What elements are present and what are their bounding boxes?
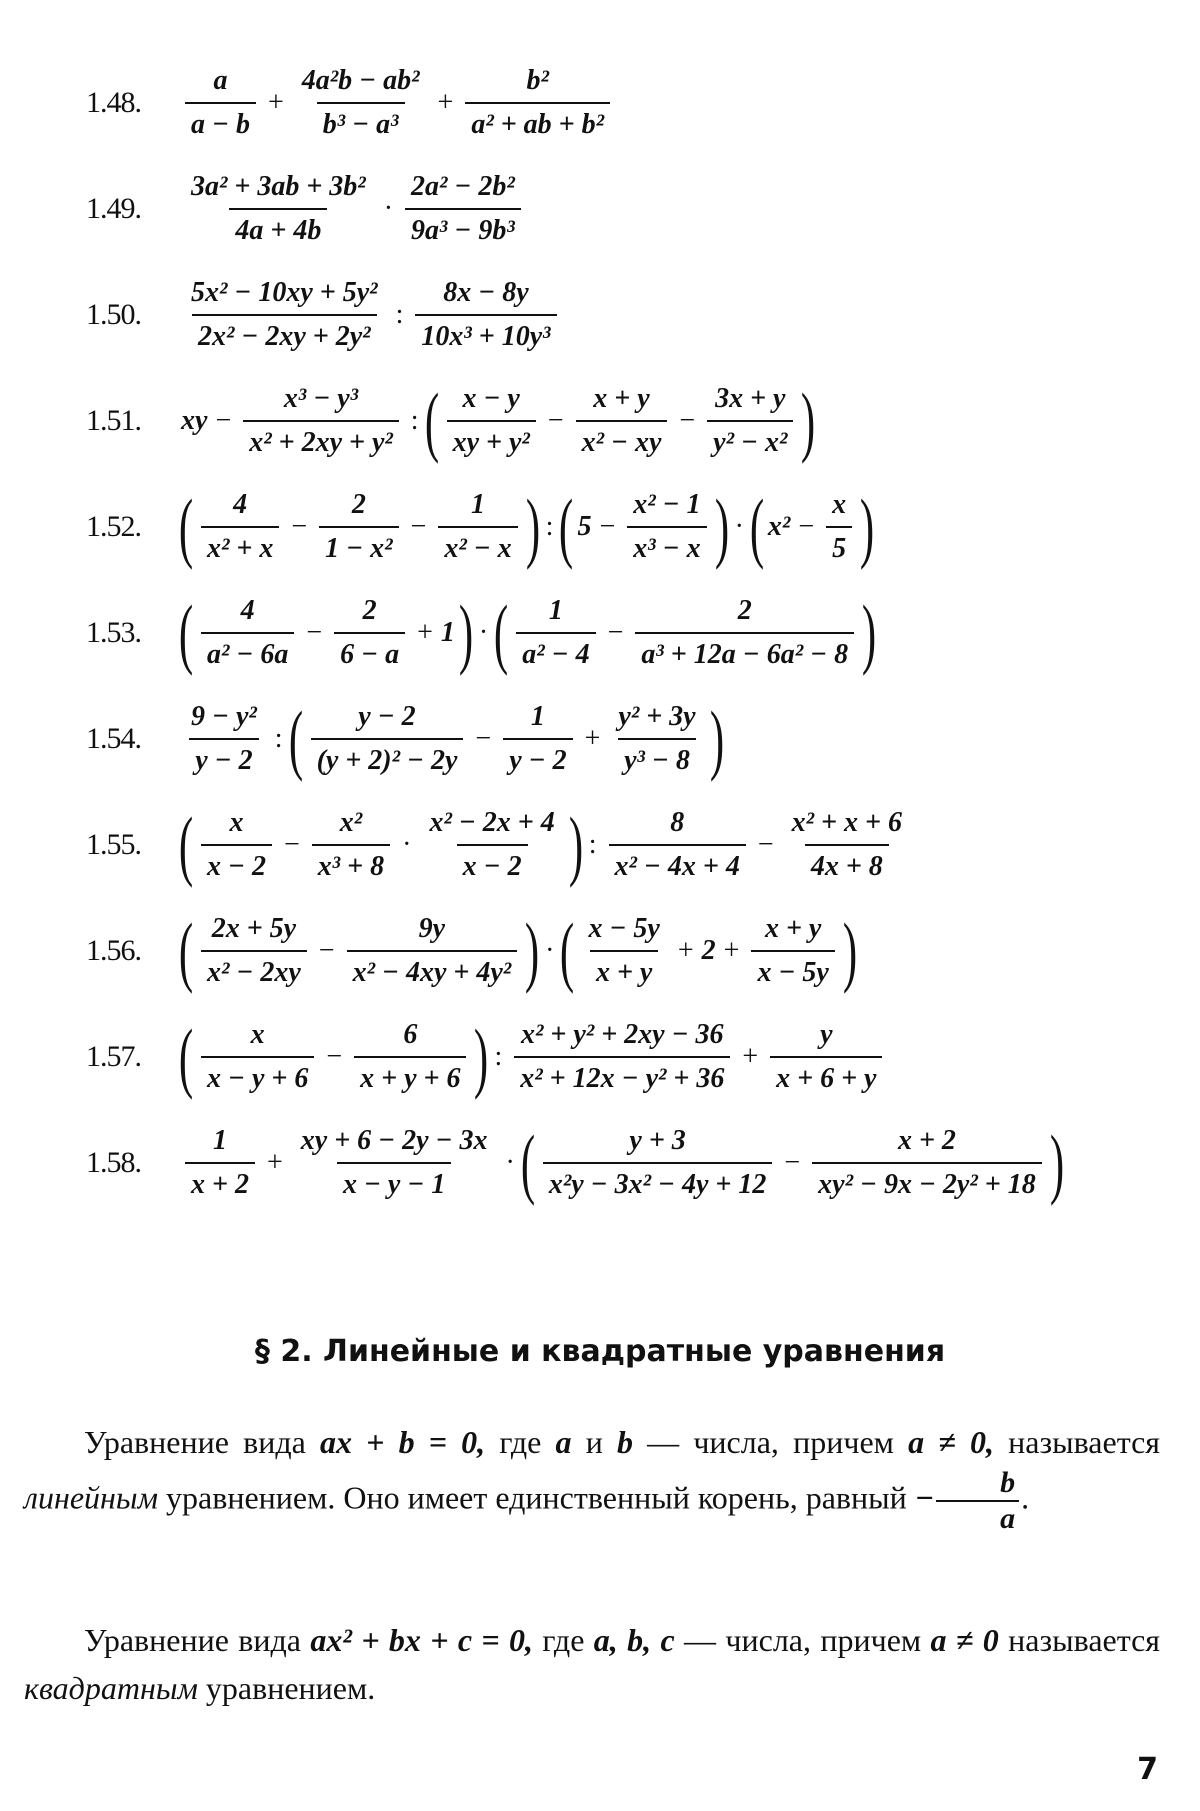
- right-parenthesis: ): [714, 483, 729, 570]
- problem-number: 1.48.: [86, 86, 141, 119]
- operator: −: [757, 829, 774, 860]
- fraction: $\frac{2x + 5y}{\text{x² − 2xy}}$: [201, 913, 307, 989]
- operator: ·: [505, 1147, 515, 1178]
- left-parenthesis: (: [749, 483, 765, 570]
- paragraph-linear-equation: Уравнение вида ax + b = 0, где a и b — числа, причем a ≠ 0, называется линейным уравнением. Оно имеет единственный корень, равный − $\frac{b}{a}$ .: [24, 1424, 1160, 1535]
- problem-number: 1.54.: [86, 722, 141, 755]
- operator: +: [584, 723, 601, 754]
- problem-1-54: [86, 686, 1146, 792]
- problem-1-48: [86, 50, 1146, 156]
- operator: +: [742, 1041, 759, 1072]
- fraction: $\frac{x + 2}{\text{xy² − 9x − 2y² + 18}}$: [812, 1125, 1042, 1201]
- problem-1-56: [86, 898, 1146, 1004]
- fraction: $\frac{4}{\text{x² + x}}$: [201, 489, 279, 565]
- section-title: § 2. Линейные и квадратные уравнения: [254, 1334, 946, 1369]
- term: 5: [577, 511, 592, 542]
- fraction: $\frac{x + y}{x - 5y}$: [751, 913, 834, 989]
- left-parenthesis: (: [178, 589, 194, 676]
- page-number: 7: [1137, 1752, 1158, 1787]
- left-parenthesis: (: [559, 483, 574, 570]
- problem-number: 1.55.: [86, 828, 141, 861]
- left-parenthesis: (: [560, 907, 575, 994]
- fraction: $\frac{9y}{\text{x² − 4xy + 4y²}}$: [347, 913, 518, 989]
- fraction: $\frac{2}{6 - a}$: [334, 595, 405, 671]
- left-parenthesis: (: [178, 1013, 194, 1100]
- fraction: $\frac{\text{9 − y²}}{y - 2}$: [191, 701, 257, 776]
- fraction: $\frac{2}{\text{1 − x²}}$: [319, 489, 398, 565]
- fraction: $\frac{y - 2}{\text{(y + 2)² − 2y}}$: [311, 701, 464, 777]
- problem-number: 1.49.: [86, 192, 141, 225]
- fraction: $\frac{x - 5y}{x + y}$: [588, 913, 660, 988]
- operator: −: [475, 723, 492, 754]
- fraction: $\frac{\text{b²}}{\text{a² + ab + b²}}$: [465, 65, 610, 141]
- problem-1-57: [86, 1004, 1146, 1110]
- expression: [178, 695, 725, 782]
- operator: +: [266, 1147, 283, 1178]
- operator: −: [679, 405, 696, 436]
- left-parenthesis: (: [424, 377, 439, 464]
- term: x²: [767, 511, 791, 542]
- operator: −: [599, 511, 616, 542]
- operator: −: [326, 1041, 343, 1072]
- right-parenthesis: ): [474, 1013, 489, 1100]
- fraction: $\frac{y}{x + 6 + y}$: [770, 1019, 882, 1095]
- expression: [178, 589, 877, 676]
- right-parenthesis: ): [842, 907, 857, 994]
- operator: +: [437, 87, 454, 118]
- operator: +: [677, 935, 694, 966]
- problem-number: 1.56.: [86, 934, 141, 967]
- fraction: $\frac{x - y}{\text{xy + y²}}$: [447, 383, 536, 459]
- operator: ·: [402, 829, 412, 860]
- problem-1-52: [86, 474, 1146, 580]
- right-parenthesis: ): [568, 801, 583, 888]
- fraction: $\frac{\text{x² + y² + 2xy − 36}}{\text{x² + 12x − y² + 36}}$: [514, 1019, 730, 1095]
- operator: ·: [734, 511, 744, 542]
- operator: ·: [383, 193, 394, 224]
- expression: [178, 483, 875, 570]
- right-parenthesis: ): [709, 695, 724, 782]
- fraction: $\frac{x}{x - 2}$: [201, 807, 272, 883]
- operator: −: [547, 405, 564, 436]
- problem-1-55: [86, 792, 1146, 898]
- expression: [178, 277, 564, 353]
- fraction: $\frac{\text{x²}}{\text{x³ + 8}}$: [312, 807, 390, 883]
- problem-number: 1.58.: [86, 1146, 141, 1179]
- operator: −: [784, 1147, 801, 1178]
- expression: [178, 1119, 1065, 1206]
- fraction: $\frac{4}{\text{a² − 6a}}$: [201, 595, 294, 671]
- operator: ·: [478, 617, 489, 648]
- fraction: $\frac{8}{\text{x² − 4x + 4}}$: [609, 807, 746, 883]
- fraction: $\frac{\text{x³ − y³}}{\text{x² + 2xy + y²}}$: [243, 383, 399, 459]
- operator: :: [588, 829, 597, 860]
- term-quadratic: квадратным: [24, 1670, 198, 1706]
- problem-number: 1.52.: [86, 510, 141, 543]
- problem-list: [86, 50, 1146, 1216]
- fraction: $\frac{\text{y² + 3y}}{\text{y³ − 8}}$: [618, 701, 696, 776]
- problem-1-51: [86, 368, 1146, 474]
- operator: −: [607, 617, 624, 648]
- fraction: $\frac{3x + y}{\text{y² − x²}}$: [707, 383, 793, 459]
- operator: −: [283, 829, 300, 860]
- fraction: $\frac{1}{y - 2}$: [503, 701, 572, 777]
- operator: :: [494, 1041, 503, 1072]
- operator: −: [318, 935, 335, 966]
- operator: :: [395, 299, 404, 330]
- fraction: $\frac{\text{4a²b − ab²}}{\text{b³ − a³}}$: [301, 65, 420, 140]
- problem-number: 1.53.: [86, 616, 141, 649]
- term: 1: [440, 617, 455, 648]
- operator: −: [306, 617, 323, 648]
- right-parenthesis: ): [525, 483, 540, 570]
- operator: −: [215, 405, 232, 436]
- right-parenthesis: ): [458, 589, 474, 676]
- operator: ·: [545, 935, 555, 966]
- right-parenthesis: ): [801, 377, 816, 464]
- fraction: $\frac{\text{x² + x + 6}}{4x + 8}$: [791, 807, 902, 882]
- expression: [178, 801, 915, 888]
- fraction: $\frac{\text{x² − 1}}{\text{x³ − x}}$: [627, 489, 706, 565]
- problem-1-49: [86, 156, 1146, 262]
- fraction: $\frac{\text{3a² + 3ab + 3b²}}{4a + 4b}$: [191, 171, 366, 246]
- term: 2: [701, 935, 716, 966]
- fraction: $\frac{1}{x + 2}$: [185, 1125, 255, 1201]
- fraction-root: $\frac{b}{a}$: [936, 1466, 1019, 1536]
- problem-number: 1.57.: [86, 1040, 141, 1073]
- operator: +: [723, 935, 740, 966]
- expression: [178, 377, 816, 464]
- term-linear: линейным: [24, 1479, 158, 1516]
- operator: :: [410, 405, 419, 436]
- fraction: $\frac{x}{x - y + 6}$: [201, 1019, 314, 1095]
- operator: :: [274, 723, 283, 754]
- paragraph-quadratic-equation: Уравнение вида ax² + bx + c = 0, где a, b, c — числа, причем a ≠ 0 называется квадратным уравнением.: [24, 1622, 1161, 1706]
- left-parenthesis: (: [288, 695, 303, 782]
- fraction: $\frac{6}{x + y + 6}$: [354, 1019, 466, 1095]
- fraction: $\frac{a}{a - b}$: [185, 65, 256, 141]
- expression: [178, 65, 617, 141]
- operator: +: [417, 617, 433, 648]
- left-parenthesis: (: [178, 483, 194, 570]
- right-parenthesis: ): [525, 907, 540, 994]
- problem-number: 1.51.: [86, 404, 141, 437]
- operator: −: [410, 511, 427, 542]
- operator: +: [267, 87, 284, 118]
- fraction: $\frac{\text{5x² − 10xy + 5y²}}{\text{2x² − 2xy + 2y²}}$: [191, 277, 378, 352]
- problem-1-58: [86, 1110, 1146, 1216]
- fraction: $\frac{y + 3}{\text{x²y − 3x² − 4y + 12}}$: [543, 1125, 773, 1201]
- problem-1-53: [86, 580, 1146, 686]
- fraction: $\frac{1}{\text{a² − 4}}$: [516, 595, 595, 671]
- operator: −: [291, 511, 308, 542]
- fraction: $\frac{1}{\text{x² − x}}$: [438, 489, 517, 565]
- problem-number: 1.50.: [86, 298, 141, 331]
- left-parenthesis: (: [178, 907, 194, 994]
- operator: :: [545, 511, 554, 542]
- right-parenthesis: ): [859, 483, 875, 570]
- right-parenthesis: ): [1049, 1119, 1064, 1206]
- expression: [178, 171, 528, 247]
- left-parenthesis: (: [178, 801, 194, 888]
- fraction: $\frac{2}{\text{a³ + 12a − 6a² − 8}}$: [635, 595, 854, 671]
- fraction: $\frac{\text{x² − 2x + 4}}{x - 2}$: [429, 807, 555, 882]
- left-parenthesis: (: [494, 589, 509, 676]
- fraction: $\frac{x}{5}$: [826, 489, 852, 565]
- term: xy: [181, 405, 208, 436]
- left-parenthesis: (: [520, 1119, 535, 1206]
- fraction: $\frac{xy + 6 - 2y - 3x}{x - y - 1}$: [300, 1125, 488, 1200]
- fraction: $\frac{x + y}{\text{x² − xy}}$: [576, 383, 668, 459]
- expression: [178, 1013, 889, 1100]
- problem-1-50: [86, 262, 1146, 368]
- right-parenthesis: ): [861, 589, 877, 676]
- expression: [178, 907, 858, 994]
- fraction: $\frac{8x - 8y}{\text{10x³ + 10y³}}$: [415, 277, 556, 353]
- fraction: $\frac{\text{2a² − 2b²}}{\text{9a³ − 9b³}}$: [405, 171, 521, 247]
- operator: −: [798, 511, 815, 542]
